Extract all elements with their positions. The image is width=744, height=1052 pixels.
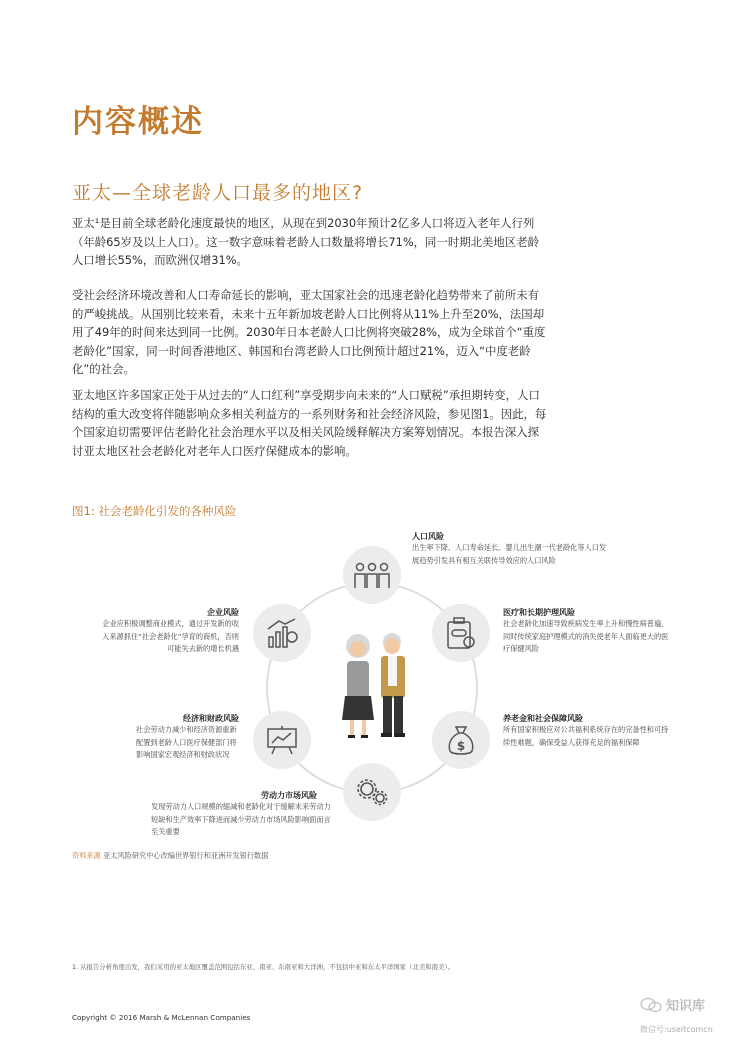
paragraph-1: 亚太¹是目前全球老龄化速度最快的地区，从现在到2030年预计2亿多人口将迈入老年人行列（年龄65岁及以上人口）。这一数字意味着老龄人口数量将增长71%，同一时期北美地区老龄人口增长55%，而欧洲仅增31%。 [72,216,539,267]
labor-risk-title: 劳动力市场风险 [261,791,317,800]
elderly-couple-illustration [330,628,420,743]
economy-risk-title: 经济和财政风险 [183,714,239,723]
enterprise-risk [96,607,239,656]
svg-text:$: $ [456,739,466,753]
people-icon [343,546,401,604]
healthcare-risk-title: 医疗和长期护理风险 [503,608,575,617]
growth-chart-icon [253,604,311,662]
elderly-woman-figure [342,634,374,738]
healthcare-risk-text: 社会老龄化加速导致疾病发生率上升和慢性病普遍，同时传统家庭护理模式的消失使老年人面临更大的医疗保健风险 [503,619,669,653]
presentation-chart-icon [253,711,311,769]
pension-risk-title: 养老金和社会保障风险 [503,714,583,723]
population-risk-text: 出生率下降、人口寿命延长、婴儿出生潮一代老龄化等人口发展趋势引发具有相互关联传导效应的人口风险 [412,543,607,565]
population-risk [412,531,612,567]
copyright: Copyright © 2016 Marsh & McLennan Companies [72,1013,251,1022]
enterprise-risk-text: 企业应积极调整商业模式，通过开发新的收入来源抓住“社会老龄化”孕育的商机，否则可能失去新的增长机遇 [102,619,239,653]
source-text: 亚太风险研究中心改编世界银行和亚洲开发银行数据 [103,851,269,860]
elderly-man-figure [381,633,405,737]
labor-risk [151,790,331,839]
wechat-icon [640,997,662,1013]
money-bag-icon [432,711,490,769]
gears-icon [343,763,401,821]
paragraph-2: 受社会经济环境改善和人口寿命延长的影响，亚太国家社会的迅速老龄化趋势带来了前所未有的严峻挑战。从国别比较来看，未来十五年新加坡老龄人口比例将从11%上升至20%，法国却用了49年的时间来达到同一比例。2030年日本老龄人口比例将突破28%，成为全球首个“重度老龄化”国家，同一时间香港地区、韩国和台湾老龄人口比例预计超过21%，迈入“中度老龄化”的社会。 [72,288,546,376]
healthcare-risk [503,607,673,656]
page-title: 内容概述 [72,104,204,140]
economy-risk-text: 社会劳动力减少和经济资源重新配置到老龄人口医疗保健部门将影响国家宏观经济和财政状况 [136,725,237,759]
population-risk-title: 人口风险 [412,532,444,541]
section-heading: 亚太—全球老龄人口最多的地区? [72,182,364,204]
enterprise-risk-title: 企业风险 [207,608,239,617]
figure-source [72,851,268,861]
figure-title: 图1: 社会老龄化引发的各种风险 [72,504,237,518]
source-label: 资料来源 [72,851,101,860]
pension-risk-text: 所有国家积极应对公共福利系统存在的完备性和可持续性难题，确保受益人获得充足的福利保障 [503,725,669,747]
medicine-icon [432,604,490,662]
paragraph-3: 亚太地区许多国家正处于从过去的“人口红利”享受期步向未来的“人口赋税”承担期转变，人口结构的重大改变将伴随影响众多相关利益方的一系列财务和社会经济风险，参见图1。因此，每个国家迫切需要评估老龄化社会治理水平以及相关风险缓释解决方案筹划情况。本报告深入探讨亚太地区社会老龄化对老年人口医疗保健成本的影响。 [72,388,547,458]
economy-risk [96,713,239,762]
footnote: 1. 从报告分析角度出发，我们采用的亚太地区覆盖范围包括东亚、南亚、东南亚和大洋洲，不包括中亚和东太平洋国家（北美和南美）。 [72,963,454,971]
watermark [640,995,740,1035]
pension-risk [503,713,673,749]
watermark-title: 知识库 [666,999,706,1014]
watermark-subtitle: 微信号:useitcomcn [640,1025,713,1034]
labor-risk-text: 发现劳动力人口规模的缩减和老龄化对于缓解未来劳动力短缺和生产效率下降进而减少劳动力市场风险影响面而言至关重要 [151,802,331,836]
